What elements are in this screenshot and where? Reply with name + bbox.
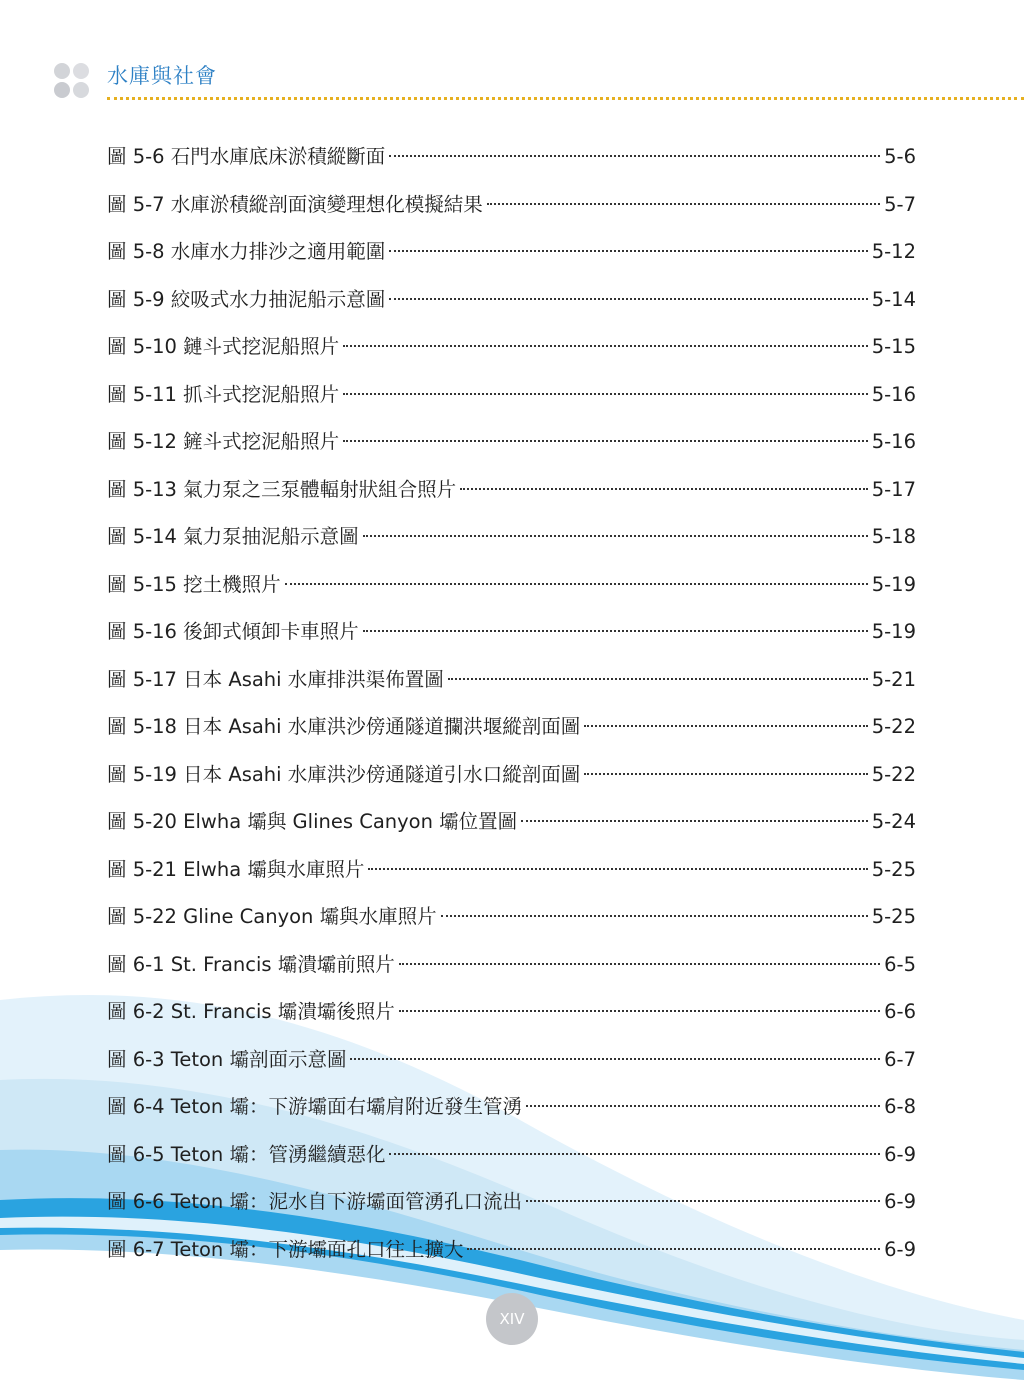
logo-dot [54, 63, 70, 79]
toc-entry-label: 圖 6-6 Teton 壩：泥水自下游壩面管湧孔口流出 [107, 1190, 522, 1213]
toc-entry-page: 5-16 [871, 382, 916, 406]
toc-entry-page: 5-21 [871, 667, 916, 691]
toc-dot-leader [363, 630, 868, 632]
logo-dot [73, 63, 89, 79]
toc-entry-page: 5-24 [871, 810, 916, 833]
toc-entry-page: 6-8 [884, 1095, 916, 1118]
toc-entry-label: 圖 6-3 Teton 壩剖面示意圖 [107, 1047, 347, 1071]
toc-dot-leader [343, 345, 868, 347]
toc-entry-page: 6-5 [884, 952, 916, 976]
toc-entry-page: 6-9 [884, 1237, 916, 1261]
toc-dot-leader [389, 155, 880, 157]
toc-entry[interactable] [107, 1138, 916, 1186]
toc-entry-label: 圖 6-1 St. Francis 壩潰壩前照片 [107, 952, 395, 976]
toc-entry[interactable] [107, 425, 916, 473]
toc-entry-label: 圖 5-11 抓斗式挖泥船照片 [107, 382, 340, 406]
toc-entry[interactable] [107, 330, 916, 378]
toc-entry-label: 圖 5-17 日本 Asahi 水庫排洪渠佈置圖 [107, 667, 444, 691]
toc-entry-label: 圖 5-13 氣力泵之三泵體輻射狀組合照片 [107, 477, 457, 501]
toc-entry-page: 5-12 [871, 240, 916, 263]
toc-entry-page: 5-19 [871, 620, 916, 643]
toc-entry[interactable] [107, 900, 916, 948]
toc-dot-leader [363, 535, 868, 537]
toc-dot-leader [467, 1248, 880, 1250]
toc-dot-leader [448, 678, 868, 680]
toc-entry-page: 5-7 [884, 192, 916, 216]
toc-entry-label: 圖 5-15 挖土機照片 [107, 572, 281, 596]
header-dotted-rule [107, 97, 1024, 100]
toc-entry-label: 圖 5-21 Elwha 壩與水庫照片 [107, 857, 365, 881]
toc-dot-leader [399, 963, 880, 965]
toc-dot-leader [526, 1105, 880, 1107]
toc-dot-leader [584, 773, 867, 775]
toc-entry-label: 圖 5-20 Elwha 壩與 Glines Canyon 壩位置圖 [107, 810, 518, 833]
toc-entry-page: 5-17 [871, 477, 916, 501]
toc-entry-label: 圖 5-22 Gline Canyon 壩與水庫照片 [107, 905, 437, 928]
toc-entry[interactable] [107, 188, 916, 236]
running-header-title: 水庫與社會 [107, 64, 217, 88]
toc-entry[interactable] [107, 710, 916, 758]
toc-entry[interactable] [107, 235, 916, 283]
toc-entry[interactable] [107, 615, 916, 663]
toc-entry[interactable] [107, 805, 916, 853]
toc-entry-label: 圖 5-16 後卸式傾卸卡車照片 [107, 620, 359, 643]
toc-dot-leader [441, 915, 868, 917]
toc-entry-page: 5-15 [871, 335, 916, 358]
toc-entry-page: 5-25 [871, 857, 916, 881]
toc-dot-leader [389, 250, 867, 252]
toc-entry-label: 圖 6-5 Teton 壩：管湧繼續惡化 [107, 1142, 386, 1166]
toc-entry-label: 圖 5-18 日本 Asahi 水庫洪沙傍通隧道攔洪堰縱剖面圖 [107, 715, 581, 738]
toc-entry-page: 6-7 [884, 1047, 916, 1071]
toc-entry-label: 圖 6-2 St. Francis 壩潰壩後照片 [107, 1000, 395, 1023]
toc-entry-page: 5-18 [871, 525, 916, 548]
toc-entry[interactable] [107, 853, 916, 901]
toc-entry[interactable] [107, 1233, 916, 1281]
toc-entry[interactable] [107, 283, 916, 331]
toc-dot-leader [521, 820, 868, 822]
toc-entry-page: 6-9 [884, 1190, 916, 1213]
toc-dot-leader [389, 1153, 880, 1155]
toc-entry[interactable] [107, 520, 916, 568]
toc-entry[interactable] [107, 378, 916, 426]
toc-entry-label: 圖 5-14 氣力泵抽泥船示意圖 [107, 525, 359, 548]
toc-entry[interactable] [107, 1185, 916, 1233]
toc-entry[interactable] [107, 995, 916, 1043]
toc-entry-page: 5-22 [871, 762, 916, 786]
toc-entry-page: 5-25 [871, 905, 916, 928]
logo-dot [73, 82, 89, 98]
toc-dot-leader [399, 1010, 880, 1012]
logo-dot [54, 82, 70, 98]
toc-entry-label: 圖 5-7 水庫淤積縱剖面演變理想化模擬結果 [107, 192, 483, 216]
toc-dot-leader [487, 203, 880, 205]
toc-entry-label: 圖 5-19 日本 Asahi 水庫洪沙傍通隧道引水口縱剖面圖 [107, 762, 581, 786]
toc-entry[interactable] [107, 1043, 916, 1091]
header-logo-dots [54, 63, 90, 99]
toc-dot-leader [343, 393, 868, 395]
toc-dot-leader [584, 725, 867, 727]
toc-entry[interactable] [107, 758, 916, 806]
toc-entry[interactable] [107, 1090, 916, 1138]
toc-entry[interactable] [107, 948, 916, 996]
toc-entry-page: 5-16 [871, 430, 916, 453]
toc-entry-page: 6-9 [884, 1142, 916, 1166]
toc-dot-leader [389, 298, 867, 300]
toc-dot-leader [368, 868, 867, 870]
toc-dot-leader [350, 1058, 880, 1060]
toc-dot-leader [460, 488, 868, 490]
toc-dot-leader [526, 1200, 880, 1202]
toc-entry[interactable] [107, 473, 916, 521]
toc-entry-label: 圖 5-8 水庫水力排沙之適用範圍 [107, 240, 386, 263]
toc-entry-label: 圖 5-10 鏈斗式挖泥船照片 [107, 335, 340, 358]
toc-entry[interactable] [107, 140, 916, 188]
toc-entry-page: 5-6 [884, 145, 916, 168]
toc-entry-label: 圖 5-6 石門水庫底床淤積縱斷面 [107, 145, 386, 168]
toc-entry-label: 圖 5-12 鏟斗式挖泥船照片 [107, 430, 340, 453]
toc-dot-leader [343, 440, 868, 442]
toc-entry-page: 6-6 [884, 1000, 916, 1023]
toc-entry[interactable] [107, 568, 916, 616]
toc-entry-page: 5-19 [871, 572, 916, 596]
table-of-figures [107, 140, 916, 1280]
toc-entry[interactable] [107, 663, 916, 711]
toc-entry-label: 圖 6-4 Teton 壩：下游壩面右壩肩附近發生管湧 [107, 1095, 522, 1118]
toc-entry-page: 5-14 [871, 287, 916, 311]
toc-entry-label: 圖 6-7 Teton 壩：下游壩面孔口往上擴大 [107, 1237, 464, 1261]
page-number-badge: XIV [486, 1293, 538, 1345]
toc-dot-leader [285, 583, 868, 585]
toc-entry-label: 圖 5-9 絞吸式水力抽泥船示意圖 [107, 287, 386, 311]
toc-entry-page: 5-22 [871, 715, 916, 738]
